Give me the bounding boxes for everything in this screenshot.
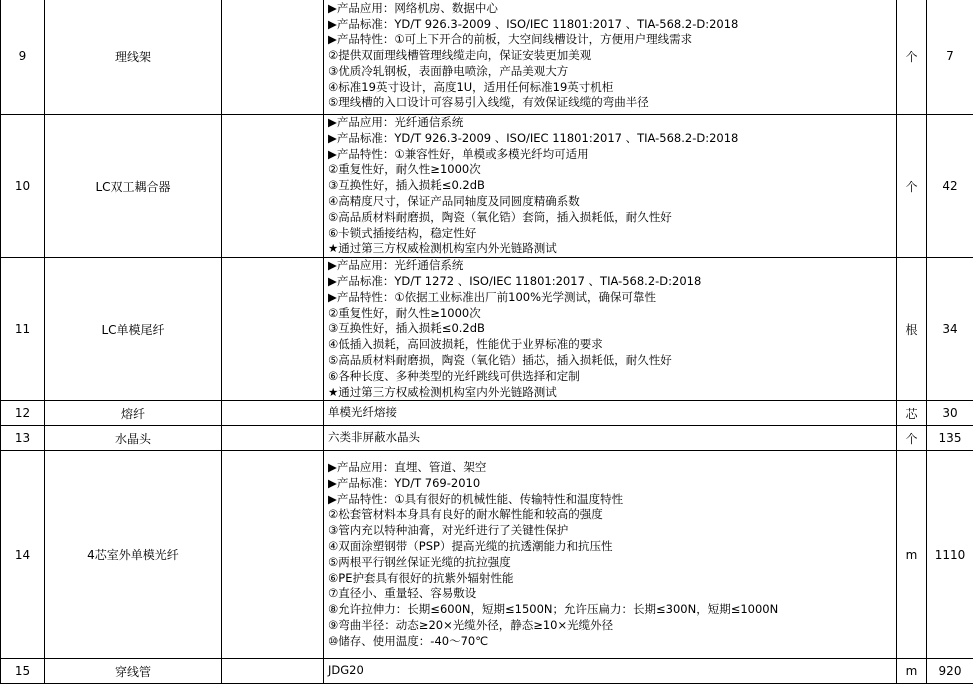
table-row xyxy=(1,451,973,659)
item-name-cell: 理线架 xyxy=(45,0,222,115)
spec-line: ▶产品应用：直埋、管道、架空 xyxy=(328,460,487,475)
blank-cell xyxy=(222,115,324,258)
spec-line: ⑤高品质材料耐磨损，陶瓷（氧化锆）套筒，插入损耗低，耐久性好 xyxy=(328,209,672,224)
spec-line: ▶产品标准：YD/T 926.3-2009 、ISO/IEC 11801:2017 、TIA-568.2-D:2018 xyxy=(328,130,739,145)
item-name-cell: 熔纤 xyxy=(45,401,222,426)
spec-line: ▶产品特性：①具有很好的机械性能、传输特性和温度特性 xyxy=(328,491,624,506)
row-number-cell: 9 xyxy=(1,0,45,115)
spec-line: ⑤高品质材料耐磨损，陶瓷（氧化锆）插芯，插入损耗低，耐久性好 xyxy=(328,352,672,367)
spec-description-cell xyxy=(324,258,897,401)
row-number-cell: 11 xyxy=(1,258,45,401)
spec-line: 六类非屏蔽水晶头 xyxy=(328,430,420,445)
spec-line: ⑥卡锁式插接结构，稳定性好 xyxy=(328,225,477,240)
item-name-cell: LC单模尾纤 xyxy=(45,258,222,401)
spec-line: ③互换性好，插入损耗≤0.2dB xyxy=(328,178,485,193)
spec-line: 单模光纤熔接 xyxy=(328,405,397,420)
spec-line: ④高精度尺寸，保证产品同轴度及同圆度精确系数 xyxy=(328,193,580,208)
item-name-cell: 穿线管 xyxy=(45,659,222,684)
spec-description-cell xyxy=(324,0,897,115)
spec-line: ⑥各种长度、多种类型的光纤跳线可供选择和定制 xyxy=(328,368,580,383)
row-number-cell: 14 xyxy=(1,451,45,659)
quantity-cell: 30 xyxy=(927,401,973,426)
spec-line: ▶产品标准：YD/T 1272 、ISO/IEC 11801:2017 、TIA-568.2-D:2018 xyxy=(328,273,702,288)
spec-line: ▶产品特性：①可上下开合的前板，大空间线槽设计，方便用户理线需求 xyxy=(328,32,693,47)
spec-line: JDG20 xyxy=(328,663,364,678)
quantity-cell: 920 xyxy=(927,659,973,684)
blank-cell xyxy=(222,659,324,684)
table-row xyxy=(1,258,973,401)
spec-line: ②重复性好，耐久性≥1000次 xyxy=(328,305,481,320)
table-row xyxy=(1,0,973,115)
unit-cell: 根 xyxy=(897,258,927,401)
spec-line: ⑨弯曲半径：动态≥20×光缆外径，静态≥10×光缆外径 xyxy=(328,618,614,633)
blank-cell xyxy=(222,451,324,659)
quantity-cell: 42 xyxy=(927,115,973,258)
spec-description-cell xyxy=(324,115,897,258)
spec-line: ▶产品标准：YD/T 926.3-2009 、ISO/IEC 11801:2017 、TIA-568.2-D:2018 xyxy=(328,16,739,31)
spec-line: ★通过第三方权威检测机构室内外光链路测试 xyxy=(328,241,557,256)
blank-cell xyxy=(222,426,324,451)
spec-line: ⑦直径小、重量轻、容易敷设 xyxy=(328,586,477,601)
spec-line: ⑥PE护套具有很好的抗紫外辐射性能 xyxy=(328,570,514,585)
unit-cell: m xyxy=(897,659,927,684)
unit-cell: m xyxy=(897,451,927,659)
spec-line: ⑤两根平行钢丝保证光缆的抗拉强度 xyxy=(328,554,511,569)
spec-line: ④标准19英寸设计，高度1U，适用任何标准19英寸机柜 xyxy=(328,79,614,94)
item-name-cell: LC双工耦合器 xyxy=(45,115,222,258)
item-name-cell: 水晶头 xyxy=(45,426,222,451)
spec-line: ⑧允许拉伸力：长期≤600N，短期≤1500N；允许压扁力：长期≤300N，短期≤1000N xyxy=(328,602,779,617)
spec-line: ③互换性好，插入损耗≤0.2dB xyxy=(328,321,485,336)
row-number-cell: 10 xyxy=(1,115,45,258)
spec-description-cell xyxy=(324,451,897,659)
unit-cell: 个 xyxy=(897,115,927,258)
unit-cell: 芯 xyxy=(897,401,927,426)
spec-line: ▶产品标准：YD/T 769-2010 xyxy=(328,475,481,490)
blank-cell xyxy=(222,401,324,426)
item-name-cell: 4芯室外单模光纤 xyxy=(45,451,222,659)
blank-cell xyxy=(222,258,324,401)
spec-line: ②提供双面理线槽管理线缆走向，保证安装更加美观 xyxy=(328,48,592,63)
quantity-cell: 1110 xyxy=(927,451,973,659)
spec-line: ⑩储存、使用温度：-40～70℃ xyxy=(328,633,489,648)
spec-line: ④低插入损耗，高回波损耗，性能优于业界标准的要求 xyxy=(328,337,603,352)
spec-line: ▶产品应用：光纤通信系统 xyxy=(328,115,464,129)
table-row xyxy=(1,659,973,684)
spec-line: ▶产品应用：网络机房、数据中心 xyxy=(328,0,498,15)
spec-line: ★通过第三方权威检测机构室内外光链路测试 xyxy=(328,384,557,399)
spec-line: ④双面涂塑钢带（PSP）提高光缆的抗透潮能力和抗压性 xyxy=(328,539,613,554)
spec-description-cell xyxy=(324,401,897,426)
spec-line: ③管内充以特种油膏，对光纤进行了关键性保护 xyxy=(328,523,569,538)
table-row xyxy=(1,401,973,426)
table-row xyxy=(1,426,973,451)
unit-cell: 个 xyxy=(897,0,927,115)
table-row xyxy=(1,115,973,258)
row-number-cell: 13 xyxy=(1,426,45,451)
spec-description-cell xyxy=(324,659,897,684)
quantity-cell: 135 xyxy=(927,426,973,451)
spec-line: ▶产品特性：①依据工业标准出厂前100%光学测试，确保可靠性 xyxy=(328,289,657,304)
spec-line: ②重复性好，耐久性≥1000次 xyxy=(328,162,481,177)
table-body xyxy=(1,0,973,684)
spec-line: ▶产品应用：光纤通信系统 xyxy=(328,258,464,273)
spec-description-cell xyxy=(324,426,897,451)
spec-line: ②松套管材料本身具有良好的耐水解性能和较高的强度 xyxy=(328,507,603,522)
blank-cell xyxy=(222,0,324,115)
quantity-cell: 7 xyxy=(927,0,973,115)
quantity-cell: 34 xyxy=(927,258,973,401)
row-number-cell: 15 xyxy=(1,659,45,684)
row-number-cell: 12 xyxy=(1,401,45,426)
spec-line: ③优质冷轧钢板，表面静电喷涂，产品美观大方 xyxy=(328,63,569,78)
spec-line: ▶产品特性：①兼容性好，单模或多模光纤均可适用 xyxy=(328,146,589,161)
spec-line: ⑤理线槽的入口设计可容易引入线缆，有效保证线缆的弯曲半径 xyxy=(328,95,649,110)
unit-cell: 个 xyxy=(897,426,927,451)
